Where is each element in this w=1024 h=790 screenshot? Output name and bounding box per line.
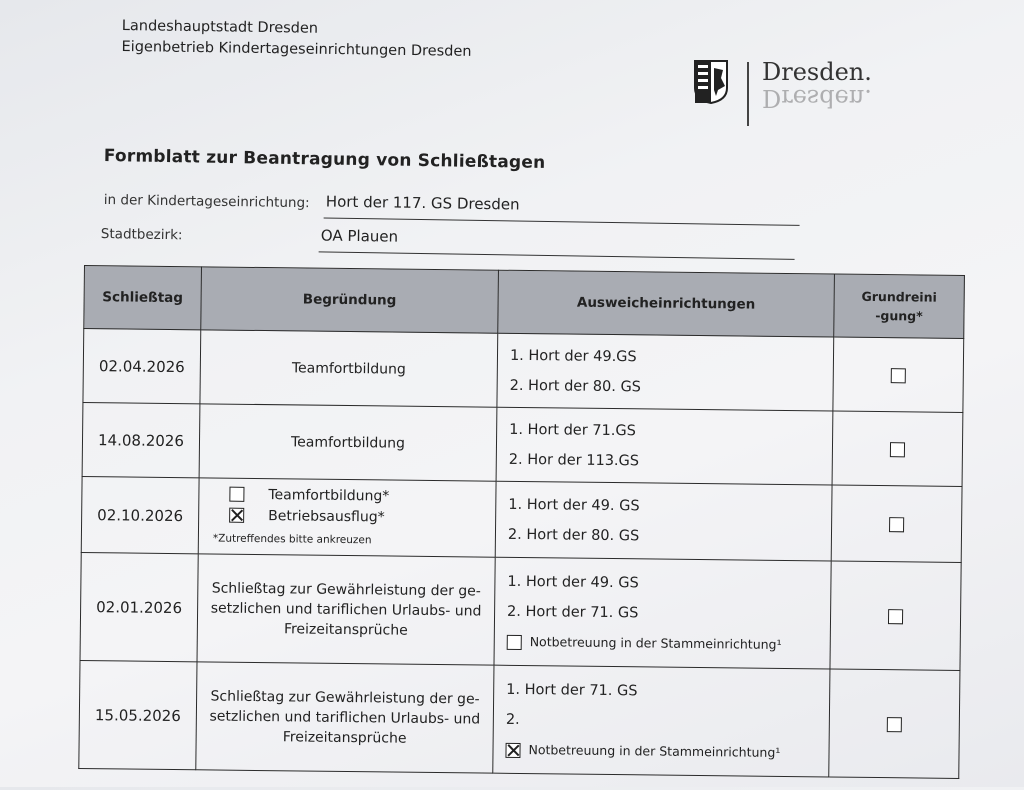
cleaning-cell [831, 485, 962, 562]
facility-value[interactable]: Hort der 117. GS Dresden [325, 192, 520, 214]
alternative-2: 2. Hort der 80. GS [507, 526, 640, 544]
district-value[interactable]: OA Plauen [320, 226, 399, 246]
emergency-care-label: Notbetreuung in der Stammeinrichtung¹ [529, 633, 782, 652]
reason-line: Schließtag zur Gewährleistung der ge- [211, 579, 481, 600]
facility-label: in der Kindertageseinrichtung: [103, 192, 310, 212]
alternatives-cell [494, 557, 831, 669]
emergency-care-checkbox[interactable] [507, 634, 522, 649]
closing-date: 14.08.2026 [82, 402, 200, 477]
table-row [82, 402, 963, 486]
form-title: Formblatt zur Beantragung von Schließtagen [103, 146, 546, 173]
emergency-care-label: Notbetreuung in der Stammeinrichtung¹ [528, 741, 781, 760]
table-header-row [84, 266, 965, 339]
district-field [101, 226, 801, 253]
logo-text-reflection: Dresden. [762, 84, 872, 112]
alternative-2: 2. Hort der 80. GS [509, 377, 642, 395]
facility-field [104, 192, 804, 219]
logo-divider [747, 62, 749, 126]
closing-days-table-wrapper [78, 265, 968, 790]
district-label: Stadtbezirk: [100, 226, 183, 244]
emergency-care-option [507, 626, 830, 660]
cleaning-cell [833, 337, 964, 412]
header-alternatives: Ausweicheinrichtungen [498, 270, 835, 337]
reason-text [197, 554, 495, 665]
header-cleaning [834, 274, 965, 338]
alternative-1: 1. Hort der 71.GS [509, 421, 636, 439]
letterhead-department: Eigenbetrieb Kindertageseinrichtungen Dresden [121, 38, 472, 60]
table-row [81, 476, 962, 562]
closing-date: 02.04.2026 [83, 329, 201, 404]
reason-options-cell [198, 478, 496, 557]
option-company-outing [199, 505, 495, 529]
dresden-logo [692, 58, 872, 128]
team-training-checkbox[interactable] [229, 487, 244, 502]
header-reason: Begründung [201, 267, 499, 333]
reason-line: setzlichen und tariflichen Urlaubs- und [209, 707, 481, 728]
cleaning-checkbox[interactable] [889, 517, 904, 532]
cleaning-cell [829, 669, 960, 778]
district-underline [319, 251, 795, 259]
cleaning-checkbox[interactable] [890, 442, 905, 457]
letterhead-city: Landeshauptstadt Dresden [121, 17, 319, 37]
checkbox-hint: *Zutreffendes bitte ankreuzen [212, 531, 372, 546]
cleaning-checkbox[interactable] [891, 368, 906, 383]
option-team-training [199, 484, 495, 508]
option-label: Betriebsausflug* [268, 507, 385, 525]
logo-text: Dresden. [762, 58, 872, 86]
alternatives-cell [496, 407, 833, 485]
reason-line: Freizeitansprüche [282, 728, 407, 747]
option-label: Teamfortbildung* [268, 486, 390, 504]
alternatives-cell [493, 665, 830, 777]
header-cleaning-label: Grundreini-gung* [861, 288, 937, 324]
closing-date: 02.10.2026 [81, 476, 199, 553]
letterhead [121, 16, 472, 63]
coat-of-arms-icon [694, 60, 728, 104]
alternative-1: 1. Hort der 71. GS [506, 681, 638, 699]
reason-text: Teamfortbildung [199, 404, 497, 481]
cleaning-checkbox[interactable] [888, 609, 903, 624]
closing-date: 02.01.2026 [80, 552, 198, 661]
alternative-2: 2. Hort der 71. GS [507, 603, 639, 621]
closing-date: 15.05.2026 [79, 660, 197, 769]
reason-line: Schließtag zur Gewährleistung der ge- [210, 687, 480, 708]
cleaning-cell [832, 411, 963, 486]
reason-line: Freizeitansprüche [283, 620, 408, 639]
reason-text [196, 662, 494, 773]
alternative-1: 1. Hort der 49. GS [508, 496, 640, 514]
table-row [79, 660, 960, 778]
table-row [80, 552, 961, 670]
reason-text: Teamfortbildung [200, 330, 498, 407]
header-closing-day: Schließtag [84, 266, 202, 330]
facility-underline [324, 217, 800, 225]
closing-days-table [78, 265, 965, 779]
reason-line: setzlichen und tariflichen Urlaubs- und [210, 599, 482, 620]
alternative-2: 2. Hor der 113.GS [508, 451, 640, 469]
cleaning-checkbox[interactable] [887, 717, 902, 732]
company-outing-checkbox[interactable] [229, 508, 244, 523]
alternative-1: 1. Hort der 49. GS [507, 573, 639, 591]
emergency-care-checkbox[interactable] [505, 742, 520, 757]
alternatives-cell [497, 333, 834, 411]
alternative-1: 1. Hort der 49.GS [509, 347, 637, 365]
table-row [83, 329, 964, 413]
cleaning-cell [830, 561, 961, 670]
emergency-care-option [505, 734, 828, 768]
alternatives-cell [495, 481, 832, 561]
alternative-2: 2. [505, 711, 520, 728]
